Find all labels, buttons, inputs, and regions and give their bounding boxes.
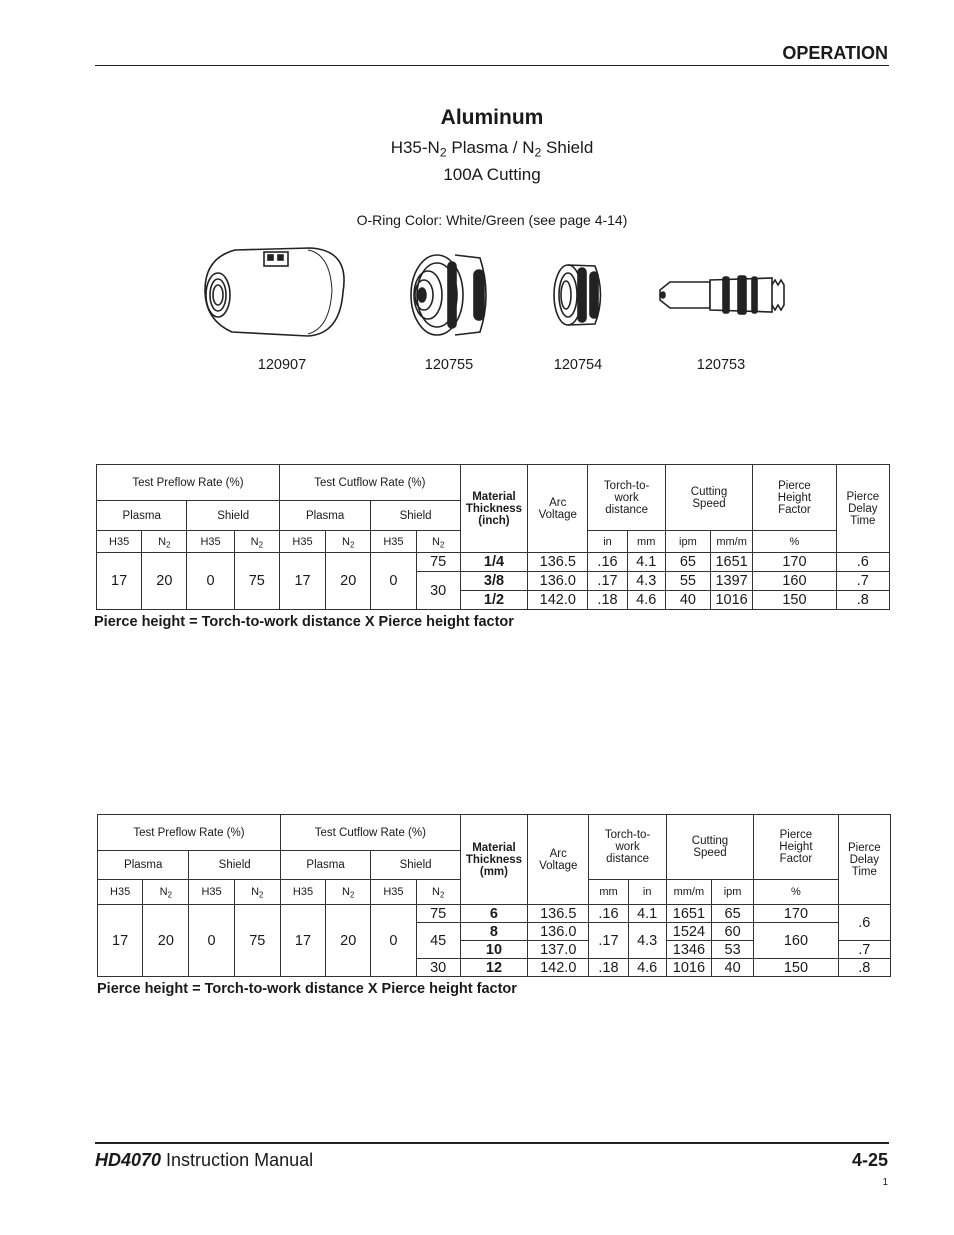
unit-mmm: mm/m bbox=[666, 880, 711, 905]
speed-mmm-cell: 1397 bbox=[711, 572, 753, 591]
unit-ipm: ipm bbox=[665, 531, 710, 553]
pierce-delay-header: Pierce Delay Time bbox=[838, 815, 890, 905]
gas-n2: $N_2$ bbox=[416, 531, 460, 553]
speed-ipm-cell: 40 bbox=[665, 591, 710, 610]
preflow-plasma-n2: 20 bbox=[143, 905, 189, 977]
pierce-factor-header: Pierce Height Factor bbox=[754, 815, 838, 880]
speed-mmm-cell: 1016 bbox=[666, 959, 711, 977]
oring-note: O-Ring Color: White/Green (see page 4-14) bbox=[356, 212, 628, 228]
distance-mm-cell: 4.6 bbox=[627, 591, 665, 610]
distance-in-cell: 4.6 bbox=[628, 959, 666, 977]
pierce-factor-cell: 150 bbox=[754, 959, 838, 977]
gas-subtitle: $H35-N_2$ Plasma / $N_2$ Shield bbox=[390, 138, 594, 160]
distance-in-cell: .17 bbox=[588, 572, 627, 591]
distance-mm-cell: .17 bbox=[589, 923, 628, 959]
preflow-shield-n2: 75 bbox=[234, 553, 279, 610]
page-index: 1 bbox=[882, 1177, 888, 1188]
page-number: 4-25 bbox=[851, 1150, 888, 1170]
gas-n2: $N_2$ bbox=[416, 880, 460, 905]
gas-n2: $N_2$ bbox=[234, 880, 280, 905]
cutflow-plasma-h35: 17 bbox=[280, 905, 325, 977]
thickness-cell: 8 bbox=[460, 923, 527, 941]
cutflow-plasma-n2: 20 bbox=[326, 905, 371, 977]
material-thickness-header: Material Thickness (inch) bbox=[460, 465, 527, 553]
pierce-delay-header: Pierce Delay Time bbox=[836, 465, 889, 553]
distance-in-cell: 4.3 bbox=[628, 923, 666, 959]
part-number-120754: 120754 bbox=[553, 357, 603, 373]
preflow-shield-h35: 0 bbox=[189, 905, 234, 977]
arc-voltage-cell: 136.5 bbox=[528, 905, 589, 923]
gas-n2: $N_2$ bbox=[326, 880, 371, 905]
cutflow-shield-n2: 75 bbox=[416, 905, 460, 923]
unit-percent: % bbox=[754, 880, 838, 905]
cutflow-shield: Shield bbox=[371, 851, 460, 880]
thickness-cell: 10 bbox=[460, 941, 527, 959]
cutflow-shield-h35: 0 bbox=[371, 553, 416, 610]
pierce-delay-cell: .7 bbox=[838, 941, 890, 959]
manual-title: HD4070 Instruction Manual bbox=[95, 1150, 314, 1170]
speed-ipm-cell: 65 bbox=[712, 905, 754, 923]
preflow-plasma-h35: 17 bbox=[97, 553, 142, 610]
part-number-120753: 120753 bbox=[696, 357, 746, 373]
torch-distance-header: Torch-to- work distance bbox=[588, 465, 665, 531]
gas-h35: H35 bbox=[189, 880, 234, 905]
preflow-shield-h35: 0 bbox=[187, 553, 234, 610]
pierce-delay-cell: .8 bbox=[836, 591, 889, 610]
distance-in-cell: .18 bbox=[588, 591, 627, 610]
thickness-cell: 1/4 bbox=[460, 553, 527, 572]
cutflow-shield-h35: 0 bbox=[371, 905, 416, 977]
distance-mm-cell: 4.1 bbox=[627, 553, 665, 572]
speed-mmm-cell: 1346 bbox=[666, 941, 711, 959]
cutflow-plasma: Plasma bbox=[280, 851, 370, 880]
cutflow-shield-n2: 45 bbox=[416, 923, 460, 959]
preflow-shield: Shield bbox=[187, 501, 279, 531]
thickness-cell: 6 bbox=[460, 905, 527, 923]
cutflow-plasma-h35: 17 bbox=[279, 553, 325, 610]
gas-h35: H35 bbox=[97, 531, 142, 553]
pierce-factor-cell: 170 bbox=[754, 905, 838, 923]
speed-ipm-cell: 53 bbox=[712, 941, 754, 959]
speed-ipm-cell: 60 bbox=[712, 923, 754, 941]
material-thickness-header: Material Thickness (mm) bbox=[460, 815, 527, 905]
thickness-cell: 1/2 bbox=[460, 591, 527, 610]
header-rule bbox=[95, 65, 889, 66]
gas-h35: H35 bbox=[371, 880, 416, 905]
cutflow-shield-n2: 30 bbox=[416, 959, 460, 977]
distance-in-cell: .16 bbox=[588, 553, 627, 572]
unit-percent: % bbox=[753, 531, 836, 553]
arc-voltage-cell: 136.5 bbox=[528, 553, 588, 572]
unit-ipm: ipm bbox=[712, 880, 754, 905]
distance-mm-cell: .16 bbox=[589, 905, 628, 923]
speed-mmm-cell: 1651 bbox=[711, 553, 753, 572]
pierce-factor-cell: 170 bbox=[753, 553, 836, 572]
speed-mmm-cell: 1016 bbox=[711, 591, 753, 610]
unit-mm: mm bbox=[627, 531, 665, 553]
cutting-speed-header: Cutting Speed bbox=[666, 815, 753, 880]
preflow-plasma: Plasma bbox=[98, 851, 189, 880]
arc-voltage-cell: 142.0 bbox=[528, 591, 588, 610]
nozzle-icon bbox=[411, 255, 486, 335]
arc-voltage-header: Arc Voltage bbox=[528, 815, 589, 905]
part-number-120907: 120907 bbox=[257, 357, 307, 373]
speed-mmm-cell: 1651 bbox=[666, 905, 711, 923]
unit-in: in bbox=[588, 531, 627, 553]
current-subtitle: 100A Cutting bbox=[443, 165, 541, 184]
cutflow-shield-n2: 30 bbox=[416, 572, 460, 610]
preflow-shield-n2: 75 bbox=[234, 905, 280, 977]
preflow-header: Test Preflow Rate (%) bbox=[97, 465, 280, 501]
pierce-delay-cell: .6 bbox=[838, 905, 890, 941]
arc-voltage-cell: 136.0 bbox=[528, 923, 589, 941]
unit-mm: mm bbox=[589, 880, 628, 905]
gas-h35: H35 bbox=[280, 880, 325, 905]
speed-ipm-cell: 65 bbox=[665, 553, 710, 572]
pierce-delay-cell: .7 bbox=[836, 572, 889, 591]
part-number-120755: 120755 bbox=[424, 357, 474, 373]
distance-in-cell: 4.1 bbox=[628, 905, 666, 923]
unit-in: in bbox=[628, 880, 666, 905]
cutflow-plasma-n2: 20 bbox=[326, 553, 371, 610]
gas-h35: H35 bbox=[371, 531, 416, 553]
gas-h35: H35 bbox=[187, 531, 234, 553]
pierce-factor-header: Pierce Height Factor bbox=[753, 465, 836, 531]
section-title: OPERATION bbox=[782, 43, 888, 63]
gas-n2: $N_2$ bbox=[234, 531, 279, 553]
gas-h35: H35 bbox=[98, 880, 143, 905]
preflow-shield: Shield bbox=[189, 851, 280, 880]
preflow-plasma-h35: 17 bbox=[98, 905, 143, 977]
swirl-ring-icon bbox=[554, 265, 601, 325]
unit-mmm: mm/m bbox=[711, 531, 753, 553]
arc-voltage-cell: 137.0 bbox=[528, 941, 589, 959]
speed-ipm-cell: 55 bbox=[665, 572, 710, 591]
page-title: Aluminum bbox=[440, 106, 544, 129]
cut-chart-inch bbox=[96, 464, 890, 610]
preflow-plasma-n2: 20 bbox=[142, 553, 187, 610]
speed-ipm-cell: 40 bbox=[712, 959, 754, 977]
cutflow-header: Test Cutflow Rate (%) bbox=[280, 815, 460, 851]
pierce-height-note: Pierce height = Torch-to-work distance X Pierce height factor bbox=[94, 614, 514, 630]
pierce-factor-cell: 150 bbox=[753, 591, 836, 610]
thickness-cell: 12 bbox=[460, 959, 527, 977]
distance-mm-cell: .18 bbox=[589, 959, 628, 977]
cutting-speed-header: Cutting Speed bbox=[665, 465, 752, 531]
speed-mmm-cell: 1524 bbox=[666, 923, 711, 941]
cutflow-plasma: Plasma bbox=[279, 501, 370, 531]
cutflow-shield-n2: 75 bbox=[416, 553, 460, 572]
cut-chart-metric bbox=[97, 814, 891, 977]
pierce-factor-cell: 160 bbox=[754, 923, 838, 959]
distance-mm-cell: 4.3 bbox=[627, 572, 665, 591]
model-name: HD4070 bbox=[95, 1150, 162, 1170]
pierce-delay-cell: .8 bbox=[838, 959, 890, 977]
footer-rule bbox=[95, 1142, 889, 1144]
pierce-height-note: Pierce height = Torch-to-work distance X Pierce height factor bbox=[97, 981, 517, 997]
gas-n2: $N_2$ bbox=[143, 880, 189, 905]
consumables-illustration bbox=[190, 240, 790, 340]
preflow-header: Test Preflow Rate (%) bbox=[98, 815, 281, 851]
torch-distance-header: Torch-to- work distance bbox=[589, 815, 666, 880]
arc-voltage-cell: 142.0 bbox=[528, 959, 589, 977]
title-block bbox=[0, 106, 954, 188]
pierce-factor-cell: 160 bbox=[753, 572, 836, 591]
cutflow-shield: Shield bbox=[371, 501, 460, 531]
shield-cap-icon bbox=[205, 248, 344, 336]
arc-voltage-header: Arc Voltage bbox=[528, 465, 588, 553]
electrode-icon bbox=[660, 276, 784, 314]
cutflow-header: Test Cutflow Rate (%) bbox=[279, 465, 460, 501]
preflow-plasma: Plasma bbox=[97, 501, 187, 531]
gas-n2: $N_2$ bbox=[142, 531, 187, 553]
pierce-delay-cell: .6 bbox=[836, 553, 889, 572]
thickness-cell: 3/8 bbox=[460, 572, 527, 591]
arc-voltage-cell: 136.0 bbox=[528, 572, 588, 591]
gas-h35: H35 bbox=[279, 531, 325, 553]
gas-n2: $N_2$ bbox=[326, 531, 371, 553]
